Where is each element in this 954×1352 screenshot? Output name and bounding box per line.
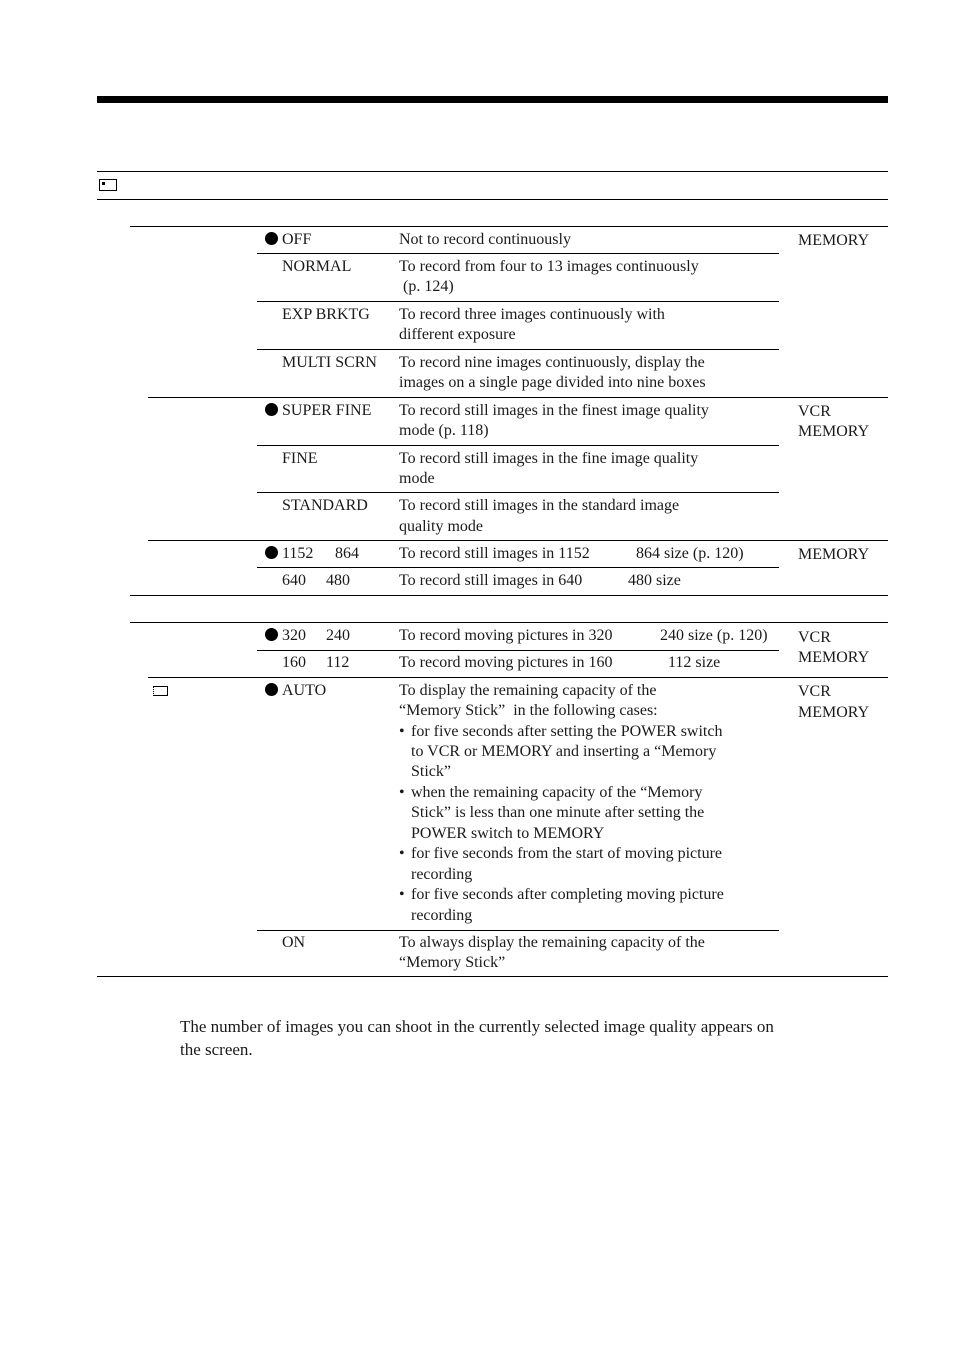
row-rule <box>257 650 779 651</box>
setting-label: AUTO <box>282 682 327 699</box>
description: To record moving pictures in 320 <box>399 627 613 644</box>
description: 480 size <box>628 572 681 589</box>
row-rule <box>257 301 779 302</box>
description: To record still images in 1152 <box>399 545 590 562</box>
row-rule <box>257 492 779 493</box>
setting-label: STANDARD <box>282 497 368 514</box>
default-dot-icon <box>265 628 278 641</box>
description: To display the remaining capacity of the <box>399 682 657 699</box>
mode-label: MEMORY <box>798 546 870 563</box>
description: 864 size (p. 120) <box>636 545 744 562</box>
mode-label: VCR <box>798 683 831 700</box>
group-rule <box>148 397 888 398</box>
footnote-line: The number of images you can shoot in the currently selected image quality appears on <box>180 1017 774 1036</box>
description: 240 size (p. 120) <box>660 627 768 644</box>
description: To record still images in 640 <box>399 572 583 589</box>
bullet-text: for five seconds after setting the POWER switch <box>411 723 723 740</box>
bullet-text: recording <box>411 866 473 883</box>
mode-label: VCR <box>798 403 831 420</box>
default-dot-icon <box>265 546 278 559</box>
setting-label: FINE <box>282 450 318 467</box>
setting-label: 864 <box>335 545 359 562</box>
bullet-marker: • <box>399 886 405 903</box>
bullet-text: to VCR or MEMORY and inserting a “Memory <box>411 743 717 760</box>
section-bottom-rule <box>97 199 888 200</box>
default-dot-icon <box>265 683 278 696</box>
description: different exposure <box>399 326 516 343</box>
description: To record three images continuously with <box>399 306 665 323</box>
setting-label: MULTI SCRN <box>282 354 377 371</box>
group-rule <box>130 622 888 623</box>
mode-label: VCR <box>798 629 831 646</box>
description: To record still images in the fine image quality <box>399 450 699 467</box>
group-rule <box>148 677 888 678</box>
default-setting-superfine <box>265 401 371 421</box>
bullet-marker: • <box>399 723 405 740</box>
bullet-text: POWER switch to MEMORY <box>411 825 605 842</box>
description: To record moving pictures in 160 <box>399 654 613 671</box>
setting-label: OFF <box>282 231 312 248</box>
description: To record from four to 13 images continuously <box>399 258 699 275</box>
header-rule <box>97 96 888 103</box>
description: mode (p. 118) <box>399 422 489 439</box>
group-rule <box>148 540 888 541</box>
default-setting-320 <box>265 626 306 646</box>
setting-label: EXP BRKTG <box>282 306 370 323</box>
description: (p. 124) <box>399 278 454 295</box>
setting-label: 1152 <box>282 545 314 562</box>
bullet-marker: • <box>399 845 405 862</box>
default-dot-icon <box>265 232 278 245</box>
row-rule <box>257 349 779 350</box>
setting-label: 480 <box>326 572 350 589</box>
row-rule <box>257 930 779 931</box>
camera-set-menu-icon <box>99 179 117 191</box>
setting-label: 240 <box>326 627 350 644</box>
bullet-text: for five seconds after completing moving picture <box>411 886 724 903</box>
default-setting-off <box>265 230 311 250</box>
setting-label: NORMAL <box>282 258 352 275</box>
default-dot-icon <box>265 403 278 416</box>
description: quality mode <box>399 518 483 535</box>
default-setting-1152 <box>265 544 313 564</box>
description: “Memory Stick” <box>399 954 506 971</box>
description: Not to record continuously <box>399 231 571 248</box>
mode-label: MEMORY <box>798 649 870 666</box>
description: mode <box>399 470 435 487</box>
row-rule <box>257 445 779 446</box>
row-rule <box>257 253 779 254</box>
footnote-line: the screen. <box>180 1040 253 1059</box>
setting-label: SUPER FINE <box>282 402 372 419</box>
description: To record nine images continuously, display the <box>399 354 705 371</box>
group-rule <box>130 226 888 227</box>
bullet-text: Stick” is less than one minute after setting the <box>411 804 705 821</box>
description: images on a single page divided into nine boxes <box>399 374 706 391</box>
mode-label: MEMORY <box>798 232 870 249</box>
description: To record still images in the finest image quality <box>399 402 709 419</box>
setting-label: 112 <box>326 654 350 671</box>
default-setting-auto <box>265 681 326 701</box>
setting-label: 320 <box>282 627 306 644</box>
description: To record still images in the standard image <box>399 497 680 514</box>
bullet-text: recording <box>411 907 473 924</box>
description: “Memory Stick” in the following cases: <box>399 702 658 719</box>
setting-label: ON <box>282 934 306 951</box>
bullet-marker: • <box>399 784 405 801</box>
bullet-text: Stick” <box>411 763 451 780</box>
row-rule <box>257 567 779 568</box>
setting-label: 640 <box>282 572 306 589</box>
mode-label: MEMORY <box>798 704 870 721</box>
setting-label: 160 <box>282 654 306 671</box>
group-rule <box>130 595 888 596</box>
description: 112 size <box>668 654 721 671</box>
bullet-text: when the remaining capacity of the “Memory <box>411 784 703 801</box>
bullet-text: for five seconds from the start of moving picture <box>411 845 723 862</box>
table-bottom-rule <box>97 976 888 977</box>
description: To always display the remaining capacity of the <box>399 934 705 951</box>
section-top-rule <box>97 171 888 172</box>
remaining-capacity-icon <box>153 686 168 696</box>
mode-label: MEMORY <box>798 423 870 440</box>
